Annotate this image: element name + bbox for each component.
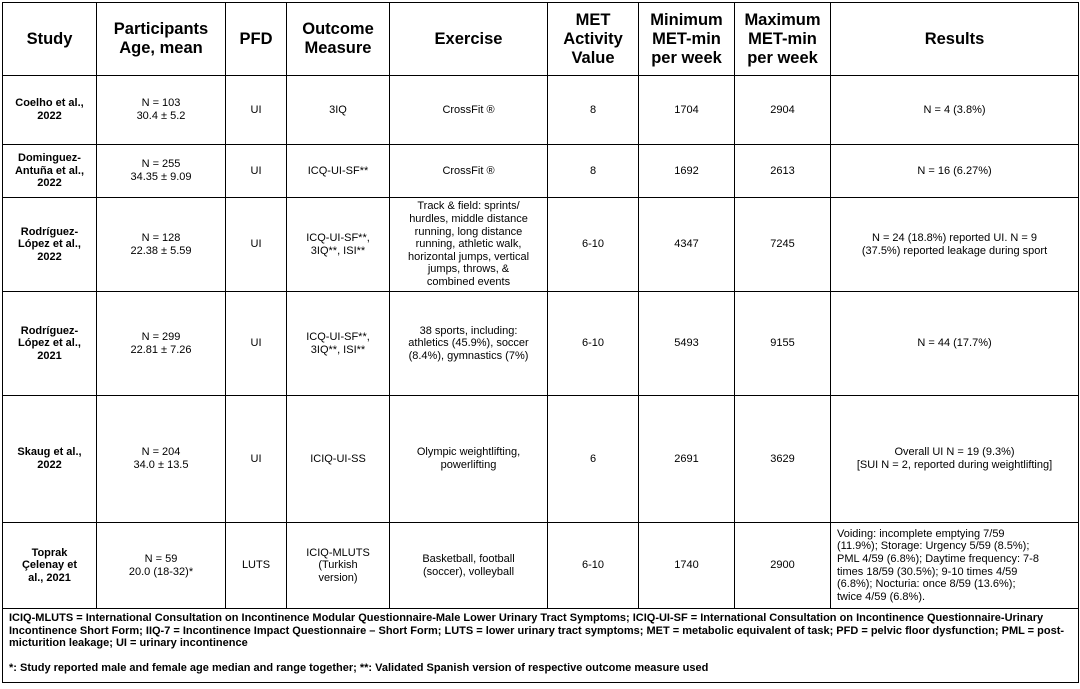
- min-met-cell: 5493: [639, 292, 735, 396]
- participants-cell: N = 103 30.4 ± 5.2: [97, 76, 226, 145]
- footnote-spacer: [9, 650, 1072, 662]
- outcome-cell: ICIQ-MLUTS (Turkish version): [287, 523, 390, 609]
- exercise-cell: CrossFit ®: [390, 76, 548, 145]
- outcome-cell: 3IQ: [287, 76, 390, 145]
- met-cell: 6-10: [548, 292, 639, 396]
- header-maximum-met-min: Maximum MET-min per week: [735, 3, 831, 76]
- participants-cell: N = 204 34.0 ± 13.5: [97, 396, 226, 523]
- max-met-cell: 3629: [735, 396, 831, 523]
- outcome-cell: ICQ-UI-SF**, 3IQ**, ISI**: [287, 292, 390, 396]
- pfd-cell: UI: [226, 145, 287, 198]
- results-cell: Voiding: incomplete emptying 7/59 (11.9%); Storage: Urgency 5/59 (8.5%); PML 4/59 (6.8%); Daytime frequency: 7-8 times 18/59 (30.5%); 9-10 times 4/59 (6.8%); Nocturia: once 8/59 (13.6%); twice 4/59 (6.8%).: [831, 523, 1079, 609]
- exercise-cell: Olympic weightlifting, powerlifting: [390, 396, 548, 523]
- study-cell: Coelho et al., 2022: [3, 76, 97, 145]
- table-footnotes: [3, 609, 1079, 683]
- met-cell: 8: [548, 145, 639, 198]
- outcome-cell: ICQ-UI-SF**: [287, 145, 390, 198]
- max-met-cell: 9155: [735, 292, 831, 396]
- table-row: [3, 145, 1079, 198]
- exercise-cell: Track & field: sprints/ hurdles, middle distance running, long distance running, athletic walk, horizontal jumps, vertical jumps, throws, & combined events: [390, 198, 548, 292]
- header-results: Results: [831, 3, 1079, 76]
- study-cell: Toprak Çelenay et al., 2021: [3, 523, 97, 609]
- header-participants: Participants Age, mean: [97, 3, 226, 76]
- min-met-cell: 4347: [639, 198, 735, 292]
- participants-cell: N = 299 22.81 ± 7.26: [97, 292, 226, 396]
- header-met-activity-value: MET Activity Value: [548, 3, 639, 76]
- min-met-cell: 1692: [639, 145, 735, 198]
- results-cell: N = 44 (17.7%): [831, 292, 1079, 396]
- exercise-cell: Basketball, football (soccer), volleyball: [390, 523, 548, 609]
- study-cell: Dominguez- Antuña et al., 2022: [3, 145, 97, 198]
- pfd-cell: UI: [226, 396, 287, 523]
- table-row: [3, 523, 1079, 609]
- max-met-cell: 2900: [735, 523, 831, 609]
- symbols-note: *: Study reported male and female age median and range together; **: Validated Spanish version of respective outcome measure used: [9, 661, 709, 674]
- participants-cell: N = 128 22.38 ± 5.59: [97, 198, 226, 292]
- max-met-cell: 7245: [735, 198, 831, 292]
- participants-cell: N = 59 20.0 (18-32)*: [97, 523, 226, 609]
- pfd-cell: UI: [226, 198, 287, 292]
- min-met-cell: 1740: [639, 523, 735, 609]
- outcome-cell: ICIQ-UI-SS: [287, 396, 390, 523]
- pfd-cell: UI: [226, 292, 287, 396]
- results-cell: Overall UI N = 19 (9.3%) [SUI N = 2, reported during weightlifting]: [831, 396, 1079, 523]
- met-cell: 6-10: [548, 523, 639, 609]
- footnote-row: [3, 609, 1079, 683]
- results-cell: N = 4 (3.8%): [831, 76, 1079, 145]
- met-cell: 8: [548, 76, 639, 145]
- header-minimum-met-min: Minimum MET-min per week: [639, 3, 735, 76]
- max-met-cell: 2613: [735, 145, 831, 198]
- met-cell: 6: [548, 396, 639, 523]
- pfd-cell: UI: [226, 76, 287, 145]
- study-cell: Rodríguez- López et al., 2022: [3, 198, 97, 292]
- header-exercise: Exercise: [390, 3, 548, 76]
- study-cell: Rodríguez- López et al., 2021: [3, 292, 97, 396]
- participants-cell: N = 255 34.35 ± 9.09: [97, 145, 226, 198]
- study-cell: Skaug et al., 2022: [3, 396, 97, 523]
- table-row: [3, 76, 1079, 145]
- table-row: [3, 292, 1079, 396]
- min-met-cell: 1704: [639, 76, 735, 145]
- header-outcome-measure: Outcome Measure: [287, 3, 390, 76]
- results-cell: N = 16 (6.27%): [831, 145, 1079, 198]
- table-row: [3, 396, 1079, 523]
- outcome-cell: ICQ-UI-SF**, 3IQ**, ISI**: [287, 198, 390, 292]
- exercise-cell: 38 sports, including: athletics (45.9%), soccer (8.4%), gymnastics (7%): [390, 292, 548, 396]
- table-row: [3, 198, 1079, 292]
- results-cell: N = 24 (18.8%) reported UI. N = 9 (37.5%) reported leakage during sport: [831, 198, 1079, 292]
- min-met-cell: 2691: [639, 396, 735, 523]
- header-pfd: PFD: [226, 3, 287, 76]
- max-met-cell: 2904: [735, 76, 831, 145]
- header-row: [3, 3, 1079, 76]
- met-cell: 6-10: [548, 198, 639, 292]
- header-study: Study: [3, 3, 97, 76]
- abbreviations-note: ICIQ-MLUTS = International Consultation on Incontinence Modular Questionnaire-Male Lower Urinary Tract Symptoms; ICIQ-UI-SF = International Consultation on Incontinence Questionnaire-Urinary Incontinence Short Form; IIQ-7 = Incontinence Impact Questionnaire – Short Form; LUTS = lower urinary tract symptoms; MET = metabolic equivalent of task; PFD = pelvic floor dysfunction; PML = post-micturition leakage; UI = urinary incontinence: [9, 612, 1065, 650]
- studies-table: [2, 2, 1079, 683]
- pfd-cell: LUTS: [226, 523, 287, 609]
- exercise-cell: CrossFit ®: [390, 145, 548, 198]
